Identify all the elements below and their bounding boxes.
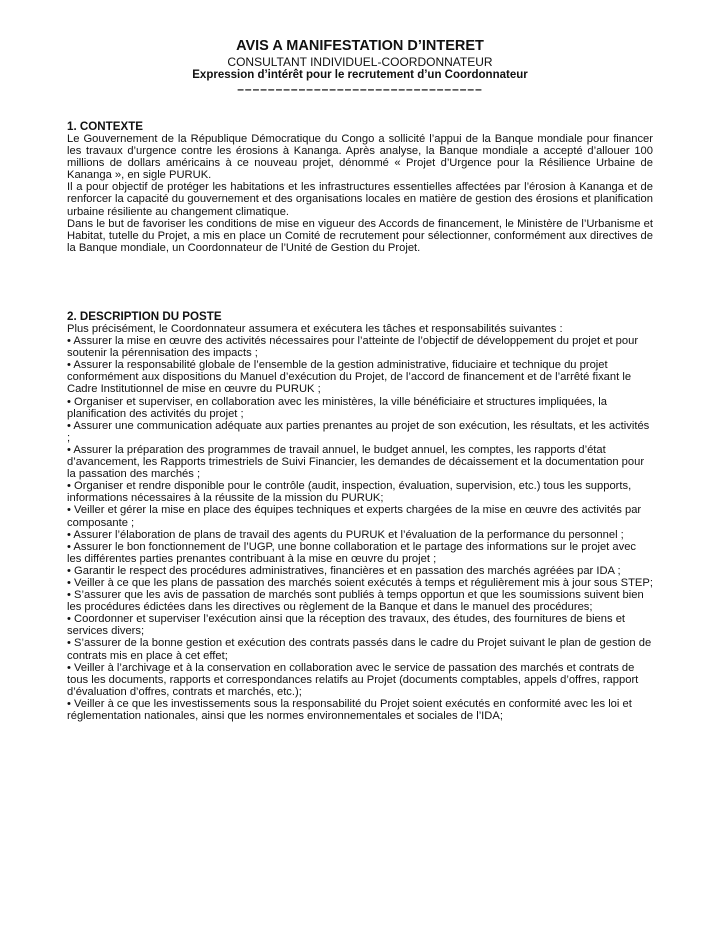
list-item: • Veiller à ce que les plans de passation des marchés soient exécutés à temps et régulièrement mis à jour sous STEP;: [67, 576, 653, 589]
list-item: • Assurer la mise en œuvre des activités nécessaires pour l’atteinte de l’objectif de développement du projet et pour soutenir la pérennisation des impacts ;: [67, 335, 639, 360]
list-item: • Assurer le bon fonctionnement de l’UGP, une bonne collaboration et le partage des informations sur le projet avec les différentes parties prenantes contribuant à la mise en œuvre du projet ;: [67, 540, 637, 565]
paragraph: Il a pour objectif de protéger les habitations et les infrastructures essentielles affectées par l’érosion à Kananga et de renforcer la capacité du gouvernement et des organisations locales en matière de gestion des érosions et planification urbaine résiliente au changement climatique.: [67, 181, 653, 218]
list-item: • Assurer la préparation des programmes de travail annuel, le budget annuel, les comptes, les rapports d’état d’avancement, les Rapports trimestriels de Suivi Financier, les demandes de décaissement et la documentation pour la passation des marchés ;: [67, 443, 645, 481]
list-item: • Organiser et rendre disponible pour le contrôle (audit, inspection, évaluation, supervision, etc.) tous les supports, informations nécessaires à la réussite de la mission du PURUK;: [67, 480, 632, 505]
section-description-poste: [67, 310, 653, 722]
document-header: [0, 38, 720, 96]
list-item: • S’assurer que les avis de passation de marchés sont publiés à temps opportun et que les soumissions suivent bien les procédures édictées dans les directives ou règlement de la Banque et dans le manuel des procédures;: [67, 589, 644, 614]
list-item: • Assurer une communication adéquate aux parties prenantes au projet de son exécution, les résultats, et les activités ;: [67, 419, 650, 444]
list-item: • Assurer l’élaboration de plans de travail des agents du PURUK et l’évaluation de la performance du personnel ;: [67, 528, 624, 541]
page-subtitle: CONSULTANT INDIVIDUEL-COORDONNATEUR: [227, 55, 493, 69]
list-item: • Organiser et superviser, en collaboration avec les ministères, la ville bénéficiaire et structures impliquées, la planification des activités du projet ;: [67, 395, 607, 420]
page-subtitle-2: Expression d’intérêt pour le recrutement d’un Coordonnateur: [192, 69, 528, 81]
header-rule: ––––––––––––––––––––––––––––––––: [237, 82, 483, 96]
section-title: 2. DESCRIPTION DU POSTE: [67, 310, 222, 323]
paragraph: Dans le but de favoriser les conditions de mise en vigueur des Accords de financement, le Ministère de l’Urbanisme et Habitat, tutelle du Projet, a mis en place un Comité de recrutement pour sélectionner, conformément aux directives de la Banque mondiale, un Coordonnateur de l’Unité de Gestion du Projet.: [67, 217, 653, 254]
list-item: • S’assurer de la bonne gestion et exécution des contrats passés dans le cadre du Projet suivant le plan de gestion de contrats mis en place à cet effet;: [67, 637, 652, 662]
list-item: • Assurer la responsabilité globale de l’ensemble de la gestion administrative, fiduciaire et technique du projet conformément aux dispositions du Manuel d’exécution du Projet, de l’accord de financement et de l’arrêté fixant le Cadre Institutionnel de mise en œuvre du PURUK ;: [67, 359, 632, 396]
paragraph: Le Gouvernement de la République Démocratique du Congo a sollicité l’appui de la Banque mondiale pour financer les travaux d’urgence contre les érosions à Kananga. Après analyse, la Banque mondiale a accepté d’allouer 100 millions de dollars américains à ce nouveau projet, dénommé « Projet d’Urgence pour la Résilience Urbaine de Kananga », en sigle PURUK.: [67, 133, 653, 182]
page-title: AVIS A MANIFESTATION D’INTERET: [236, 38, 484, 54]
list-item: • Veiller et gérer la mise en place des équipes techniques et experts chargées de la mise en œuvre des activités par composante ;: [67, 504, 642, 529]
list-item: • Veiller à ce que les investissements sous la responsabilité du Projet soient exécutés en conformité avec les loi et réglementation nationales, ainsi que les normes environnementales et sociales de l’IDA;: [67, 697, 632, 722]
list-item: • Veiller à l’archivage et à la conservation en collaboration avec le service de passation des marchés et contrats de tous les documents, rapports et correspondances relatifs au Projet (documents comptables, appels d’offres, rapport d’évaluation d’offres, contrats et marchés, etc.);: [67, 661, 639, 698]
section-title: 1. CONTEXTE: [67, 120, 144, 133]
section-intro: Plus précisément, le Coordonnateur assumera et exécutera les tâches et responsabilités suivantes :: [67, 323, 563, 335]
list-item: • Coordonner et superviser l’exécution ainsi que la réception des travaux, des études, des fournitures de biens et services divers;: [67, 613, 626, 638]
list-item: • Garantir le respect des procédures administratives, financières et en passation des marchés agréées par IDA ;: [67, 564, 621, 577]
section-contexte: [67, 120, 653, 254]
